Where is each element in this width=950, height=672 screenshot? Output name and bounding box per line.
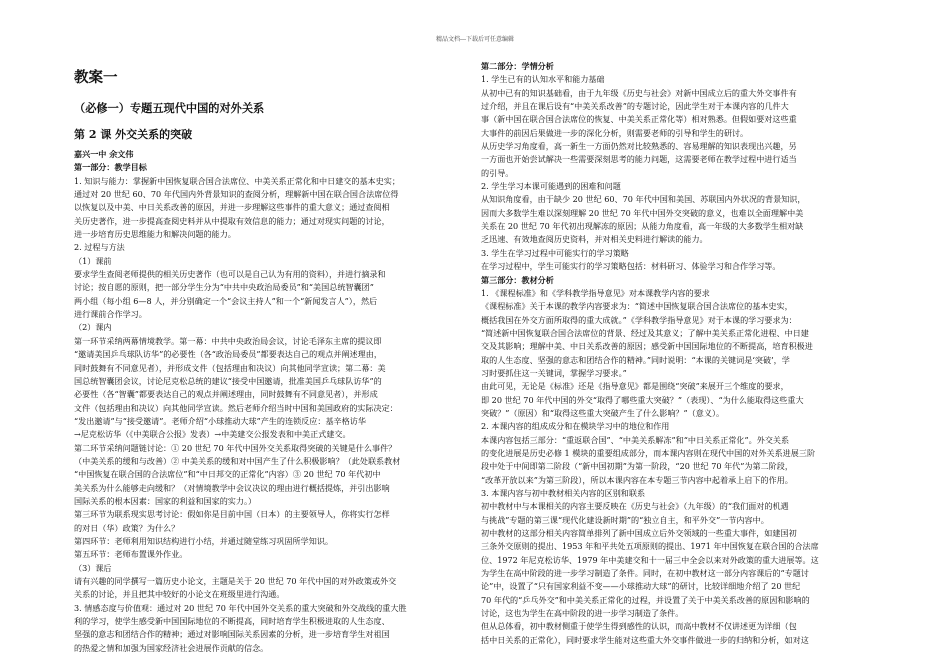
text-line: “中国恢复在联合国的合法席位”和“中日邦交的正常化”内容）③ 20 世纪 70 年代初中 [74, 469, 381, 480]
text-line: 70 年代的“乒乓外交”和中美关系正常化的过程，并设置了关于中美关系改善的原因和影响的 [481, 594, 810, 605]
doc-subtitle: （必修一）专题五现代中国的对外关系 [74, 101, 265, 115]
text-line: →尼克松访华（《中美联合公报》发表）→中美建交公报发表和中美正式建交。 [74, 429, 351, 440]
text-line: 讨论；按自愿的原则，把一部分学生分为“中共中央政治局委员”和“美国总统智囊团” [74, 282, 374, 293]
text-line: 关历史著作，进一步提高查阅史料并从中提取有效信息的能力；通过对现实问题的讨论， [74, 215, 390, 226]
text-line: 即 20 世纪 70 年代中国的外交“取得了哪些重大突破？”（表现）、“为什么能取得这些重大 [481, 394, 804, 405]
lesson-title: 第 2 课 外交关系的突破 [74, 128, 193, 141]
text-line: 过介绍，并且在课后设有“中美关系改善”的专题讨论，因此学生对于本课内容的几件大 [481, 101, 789, 112]
header-watermark: 精品文档---下载后可任意编辑 [435, 36, 515, 43]
text-line: 讨论，这也为学生在高中阶段的进一步学习制造了条件。 [481, 608, 684, 619]
text-line: 2. 本课内容的组成成分和在模块学习中的地位和作用 [481, 421, 670, 432]
text-line: 从知识角度看，由于缺少 20 世纪 60、70 年代中国和美国、苏联国内外状况的背景知识， [481, 194, 806, 205]
text-line: 国总统智囊团会议，讨论尼克松总统的建议“接受中国邀请，批准美国乒乓球队访华”的 [74, 375, 382, 386]
text-line: 文件（包括理由和决议）向其他同学宣读。然后老师介绍当时中国和美国政府的实际决定： [74, 402, 398, 413]
text-line: 但从总体看，初中教材侧重于使学生得到感性的认识，而高中教材不仅讲述更为详细（包 [481, 621, 797, 632]
text-line: 同时鼓舞有不同意见者），并形成文件（包括理由和决议）向其他同学宣读；第二幕：美 [74, 362, 386, 373]
text-line: 必要性（各“智囊”都要表达自己的观点并阐述理由，同时鼓舞有不同意见者），并形成 [74, 389, 378, 400]
section-heading: 第一部分：教学目标 [74, 162, 147, 173]
text-line: 一方面也开始尝试解决一些需要深刻思考的能力问题，这需要老师在教学过程中进行适当 [481, 154, 797, 165]
text-line: 的对日（华）政策？为什么？ [74, 522, 180, 533]
text-line: 从初中已有的知识基础看，由于九年级《历史与社会》对新中国成立后的重大外交事件有 [481, 87, 797, 98]
text-line: 的变化进展是历史必修 1 模块的重要组成部分，而本课内容则在现代中国的对外关系进展三阶 [481, 447, 816, 458]
text-line: “发出邀请”与“接受邀请”。老师介绍“小球推动大球”产生的连锁反应：基辛格访华 [74, 415, 366, 426]
text-line: 与挑战”专题的第三课“现代化建设新时期”的“独立自主，和平外交”一节内容中。 [481, 514, 769, 525]
text-line: （1）课前 [74, 255, 112, 266]
text-line: 论”中，设置了“只有国家利益不变——小球推动大球”的研讨，比较详细地介绍了 20 世纪 [481, 581, 801, 592]
text-line: 以恢复以及中美、中日关系改善的原因，并进一步理解这些事件的重大意义；通过查阅相 [74, 202, 390, 213]
text-line: 美关系为什么能够走向缓和？（对情境教学中会议决议的理由进行概括提炼，并引出影响 [74, 482, 390, 493]
text-line: 括中日关系的正常化），同时要求学生能对这些重大外交事件做进一步的归纳和分析，如对这 [481, 634, 809, 645]
doc-title: 教案一 [74, 69, 118, 86]
text-line: 进一步培育历史思维能力和解决问题的能力。 [74, 229, 236, 240]
text-line: 《课程标准》关于本课的教学内容要求为：“简述中国恢复联合国合法席位的基本史实， [481, 301, 793, 312]
text-line: 段中处于中间即第二阶段（“新中国初期”为第一阶段，“20 世纪 70 年代”为第二阶段， [481, 461, 793, 472]
text-line: 请有兴趣的同学撰写一篇历史小论文，主题是关于 20 世纪 70 年代中国的对外政策或外交 [74, 576, 397, 586]
right-body [481, 60, 889, 647]
left-body [74, 161, 474, 655]
text-line: 三条外交原则的提出、1953 年和平共处五项原则的提出、1971 年中国恢复在联合国的合法席 [481, 541, 819, 552]
text-line: 初中教材中与本课相关的内容主要反映在《历史与社会》（九年级）的“我们面对的机遇 [481, 501, 789, 512]
text-line: 本课内容包括三部分：“重返联合国”、“中美关系解冻”和“中日关系正常化”。外交关系 [481, 434, 790, 445]
text-line: 位、1972 年尼克松访华、1979 年中美建交和十一届三中全会以来对外政策的重大进展等。这 [481, 554, 819, 565]
text-line: 的热爱之情和加强为国家经济社会进展作贡献的信念。 [74, 642, 269, 653]
text-line: 第一环节采纳两幕情境教学。第一幕：中共中央政治局会议，讨论毛泽东主席的提议即 [74, 335, 382, 346]
text-line: 通过对 20 世纪 60、70 年代国内外背景知识的查阅分析，理解新中国在联合国合法席位得 [74, 189, 399, 200]
section-heading: 第二部分：学情分析 [481, 61, 554, 71]
text-line: 在学习过程中，学生可能实行的学习策略包括：材料研习、体验学习和合作学习等。 [481, 261, 781, 272]
text-line: 的引导。 [481, 167, 514, 178]
text-line: 要求学生查阅老师提供的相关历史著作（也可以是自己认为有用的资料），并进行摘录和 [74, 269, 386, 280]
text-line: 3. 学生在学习过程中可能实行的学习策略 [481, 247, 629, 258]
text-line: 1. 《课程标准》和《学科教学指导意见》对本课教学内容的要求 [481, 287, 710, 298]
text-line: 取的人生态度、坚强的意志和团结合作的精神。”同时说明：“本课的关键词是‘突破’，学 [481, 354, 790, 365]
text-line: 1. 学生已有的认知水平和能力基础 [481, 74, 605, 85]
text-line: 第二环节采纳问题链讨论：① 20 世纪 70 年代中国外交关系取得突破的关键是什么事件？ [74, 442, 397, 453]
text-line: 坚强的意志和团结合作的精神；通过对影响国际关系因素的分析，进一步培育学生对祖国 [74, 629, 390, 640]
text-line: 习时要抓住这一关键词，掌握学习要求。” [481, 367, 627, 378]
text-line: 两小组（每小组 6—8 人，并分别确定一个“会议主持人”和一个“新闻发言人”），然后 [74, 295, 378, 306]
text-line: 1. 知识与能力：掌握新中国恢复联合国合法席位、中美关系正常化和中日建交的基本史实； [74, 175, 400, 186]
text-line: 初中教材的这部分相关内容简单排列了新中国成立后外交领域的一些重大事件，如建国初 [481, 528, 797, 539]
text-line: 关系在 20 世纪 70 年代初出现解冻的原因；从能力角度看，高一年级的大多数学生相对缺 [481, 221, 804, 232]
right-column [481, 60, 889, 647]
text-line: 第四环节：老师利用知识结构进行小结，并通过随堂练习巩固所学知识。 [74, 535, 334, 546]
text-line: （2）课内 [74, 322, 112, 333]
text-line: 利的学习，使学生感受新中国国际地位的不断提高，同时培育学生积极进取的人生态度、 [74, 616, 390, 627]
text-line: 从历史学习角度看，高一新生一方面仍然对比较熟悉的、容易理解的知识表现出兴趣，另 [481, 141, 797, 152]
text-line: （3）课后 [74, 562, 112, 573]
text-line: 为学生在高中阶段的进一步学习制造了条件。同时，在初中教材这一部分内容课后的“专题讨 [481, 568, 809, 579]
text-line: 2. 过程与方法 [74, 242, 125, 253]
text-line: “改革开放以来”为第三阶段），所以本课内容在本专题三节内容中起着承上启下的作用。 [481, 474, 793, 485]
text-line: 概括我国在外交方面所取得的重大成就。”《学科教学指导意见》对于本课的学习要求为： [481, 314, 797, 325]
text-line: “简述新中国恢复联合国合法席位的背景、经过及其意义；了解中美关系正常化进程、中日建 [481, 327, 809, 338]
text-line: 大事件的前因后果做进一步的深化分析，则需要老师的引导和学生的研讨。 [481, 127, 749, 138]
text-line: （中美关系的缓和与改善）② 中美关系的缓和对中国产生了什么积极影响？（此处联系教材 [74, 455, 401, 466]
text-line: 乏迅速、有效地查阅历史资料，并对相关史料进行解读的能力。 [481, 234, 708, 245]
text-line: 由此可见，无论是《标准》还是《指导意见》都是围绕“突破”来展开三个维度的要求， [481, 381, 789, 392]
text-line: 交及其影响；理解中美、中日关系改善的原因；感受新中国国际地位的不断提高，培育积极进 [481, 341, 813, 352]
text-line: 3. 情感态度与价值观：通过对 20 世纪 70 年代中国外交关系的重大突破和外交战线的重大胜 [74, 602, 407, 613]
left-column [74, 62, 474, 655]
text-line: 第三环节为联系现实思考讨论：假如你是目前中国（日本）的主要领导人，你将实行怎样 [74, 509, 390, 520]
text-line: 国际关系的根本因素：国家的利益和国家的实力。） [74, 495, 257, 506]
text-line: 进行课前合作学习。 [74, 309, 147, 320]
text-line: 突破？”（原因）和“取得这些重大突破产生了什么影响？”（意义）。 [481, 407, 725, 418]
section-heading: 第三部分：教材分析 [481, 274, 554, 285]
text-line: 2. 学生学习本课可能遇到的困难和问题 [481, 181, 621, 192]
text-line: 关系的讨论，并且把其中较好的小论文在班级里进行沟通。 [74, 589, 285, 600]
text-line: 第五环节：老师布置课外作业。 [74, 549, 188, 560]
text-line: 因而大多数学生难以深刻理解 20 世纪 70 年代中国外交突破的意义，也难以全面理解中美 [481, 207, 804, 218]
text-line: 3. 本课内容与初中教材相关内容的区别和联系 [481, 488, 646, 498]
author-line: 嘉兴一中 余文伟 [74, 149, 134, 159]
text-line: “邀请美国乒乓球队访华”的必要性（各“政治局委员”都要表达自己的观点并阐述理由， [74, 349, 382, 360]
text-line: 事（新中国在联合国合法席位的恢复、中美关系正常化等）相对熟悉。但假如要对这些重 [481, 114, 797, 125]
